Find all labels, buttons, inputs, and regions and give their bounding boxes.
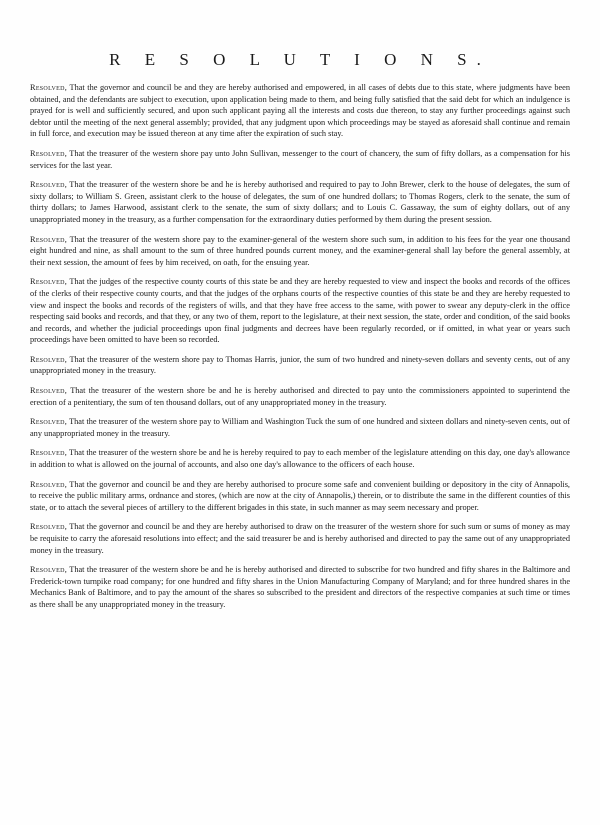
resolution-paragraph xyxy=(30,447,570,470)
resolution-paragraph xyxy=(30,234,570,269)
resolution-text: That the treasurer of the western shore be and he is hereby required to pay to each member of the legislature attending on this day, one day's allowance in addition to what is allowed on the journal of accounts, and also one day's allowance to the officers of each house. xyxy=(30,448,570,470)
resolution-text: That the governor and council be and they are hereby authorised to procure some safe and convenient building or depository in the city of Annapolis, to receive the public military arms, ordnance and stores, (which are now at the city of Annapolis,) therein, or to distribute the same in the different counties of this state, or to attach the several pieces of artillery to the different brigades in this state, in such manner as may seem necessary and proper. xyxy=(30,479,570,512)
resolved-lead: Resolved, xyxy=(30,386,68,396)
resolution-paragraph xyxy=(30,479,570,514)
resolution-paragraph xyxy=(30,354,570,377)
resolution-text: That the treasurer of the western shore pay to Thomas Harris, junior, the sum of two hundred and ninety-seven dollars and seventy cents, out of any unappropriated money in the treasury. xyxy=(30,354,570,376)
resolution-paragraph xyxy=(30,179,570,225)
resolution-paragraph xyxy=(30,148,570,171)
resolution-paragraph xyxy=(30,82,570,140)
resolution-text: That the judges of the respective county courts of this state be and they are hereby requested to view and inspect the books and records of the offices of the clerks of their respective county courts, and that the judges of the orphans courts of the respective counties of this state be and they are hereby requested to view and inspect the books and records of the registers of wills, and that they have free access to the same, with power to swear any deputy-clerk in the office respecting said books and records, and that they, or any two of them, report to the legislature, at their next session, the state, order and condition, of the said books and records, and whether the judicial proceedings upon final judgments and decrees have been regularly recorded, or if omitted, in what year or years such proceedings have been omitted to have been so recorded. xyxy=(30,277,570,345)
resolution-paragraph xyxy=(30,564,570,610)
resolution-paragraph xyxy=(30,416,570,439)
resolution-text: That the treasurer of the western shore be and he is hereby authorised and directed to pay unto the commissioners appointed to superintend the erection of a penitentiary, the sum of ten thousand dollars, out of any unappropriated money in the treasury. xyxy=(30,386,570,407)
resolution-paragraph xyxy=(30,276,570,346)
resolution-text: That the governor and council be and they are hereby authorised to draw on the treasurer of the western shore for such sum or sums of money as may be requisite to carry the aforesaid resolutions into effect; and the said treasurer be and is hereby authorised and directed to pay the same out of any unappropriated money in the treasury. xyxy=(30,522,570,555)
resolution-paragraph xyxy=(30,385,570,408)
resolved-lead: Resolved, xyxy=(30,148,68,158)
resolved-lead: Resolved, xyxy=(30,448,68,458)
resolved-lead: Resolved, xyxy=(30,354,68,364)
resolved-lead: Resolved, xyxy=(30,522,68,532)
resolution-text: That the treasurer of the western shore be and he is hereby authorised and required to pay to John Brewer, clerk to the house of delegates, the sum of sixty dollars; to William S. Green, assistant clerk to the house of delegates, the sum of one hundred dollars; to Thomas Rogers, clerk to the senate, the sum of thirty dollars; to James Harwood, assistant clerk to the senate, the sum of sixty dollars; and to Louis C. Gassaway, the sum of eighty dollars, out of any unappropriated money in the treasury, as a further compensation for the extraordinary duties performed by them during the present session. xyxy=(30,180,570,224)
resolved-lead: Resolved, xyxy=(30,234,68,244)
page-title: R E S O L U T I O N S. xyxy=(109,50,491,69)
resolved-lead: Resolved, xyxy=(30,180,68,190)
resolved-lead: Resolved, xyxy=(30,417,68,427)
resolved-lead: Resolved, xyxy=(30,83,68,92)
resolution-text: That the treasurer of the western shore pay to William and Washington Tuck the sum of one hundred and sixteen dollars and ninety-seven cents, out of any unappropriated money in the treasury. xyxy=(30,417,570,438)
resolved-lead: Resolved, xyxy=(30,479,68,489)
resolution-text: That the treasurer of the western shore be and he is hereby authorised and directed to subscribe for two hundred and fifty shares in the Baltimore and Frederick-town turnpike road company; for one hundred and fifty shares in the Union Manufacturing Company of Maryland; and for three hundred shares in the Mechanics Bank of Baltimore, and to pay the amount of the shares so subscribed to the president and directors of the respective companies at such time or times as there shall be any unappropriated money in the treasury. xyxy=(30,565,570,609)
resolved-lead: Resolved, xyxy=(30,565,68,575)
resolution-text: That the treasurer of the western shore pay unto John Sullivan, messenger to the court of chancery, the sum of fifty dollars, as a compensation for his services for the last year. xyxy=(30,148,570,170)
resolution-text: That the governor and council be and they are hereby authorised and empowered, in all cases of debts due to this state, where judgments have been obtained, and the defendants are subject to execution, upon application being made to them, and being fully satisfied that the said debt for which an indulgence is prayed for is well and sufficiently secured, and upon such applicant paying all the interests and costs due thereon, to stay any further proceedings against such debtor until the meeting of the next general assembly; provided, that any judgment upon which proceedings may be stayed as aforesaid shall continue and remain in full force, and execution may be issued thereon at any time after the expiration of such stay. xyxy=(30,83,570,139)
resolved-lead: Resolved, xyxy=(30,277,68,287)
resolution-text: That the treasurer of the western shore pay to the examiner-general of the western shore such sum, in addition to his fees for the year one thousand eight hundred and nine, as shall amount to the sum of three hundred pounds current money, and the examiner-general shall lay before the general assembly, at their next session, the amount of fees by him received, on oath, for the ensuing year. xyxy=(30,234,570,267)
resolution-paragraph xyxy=(30,521,570,556)
